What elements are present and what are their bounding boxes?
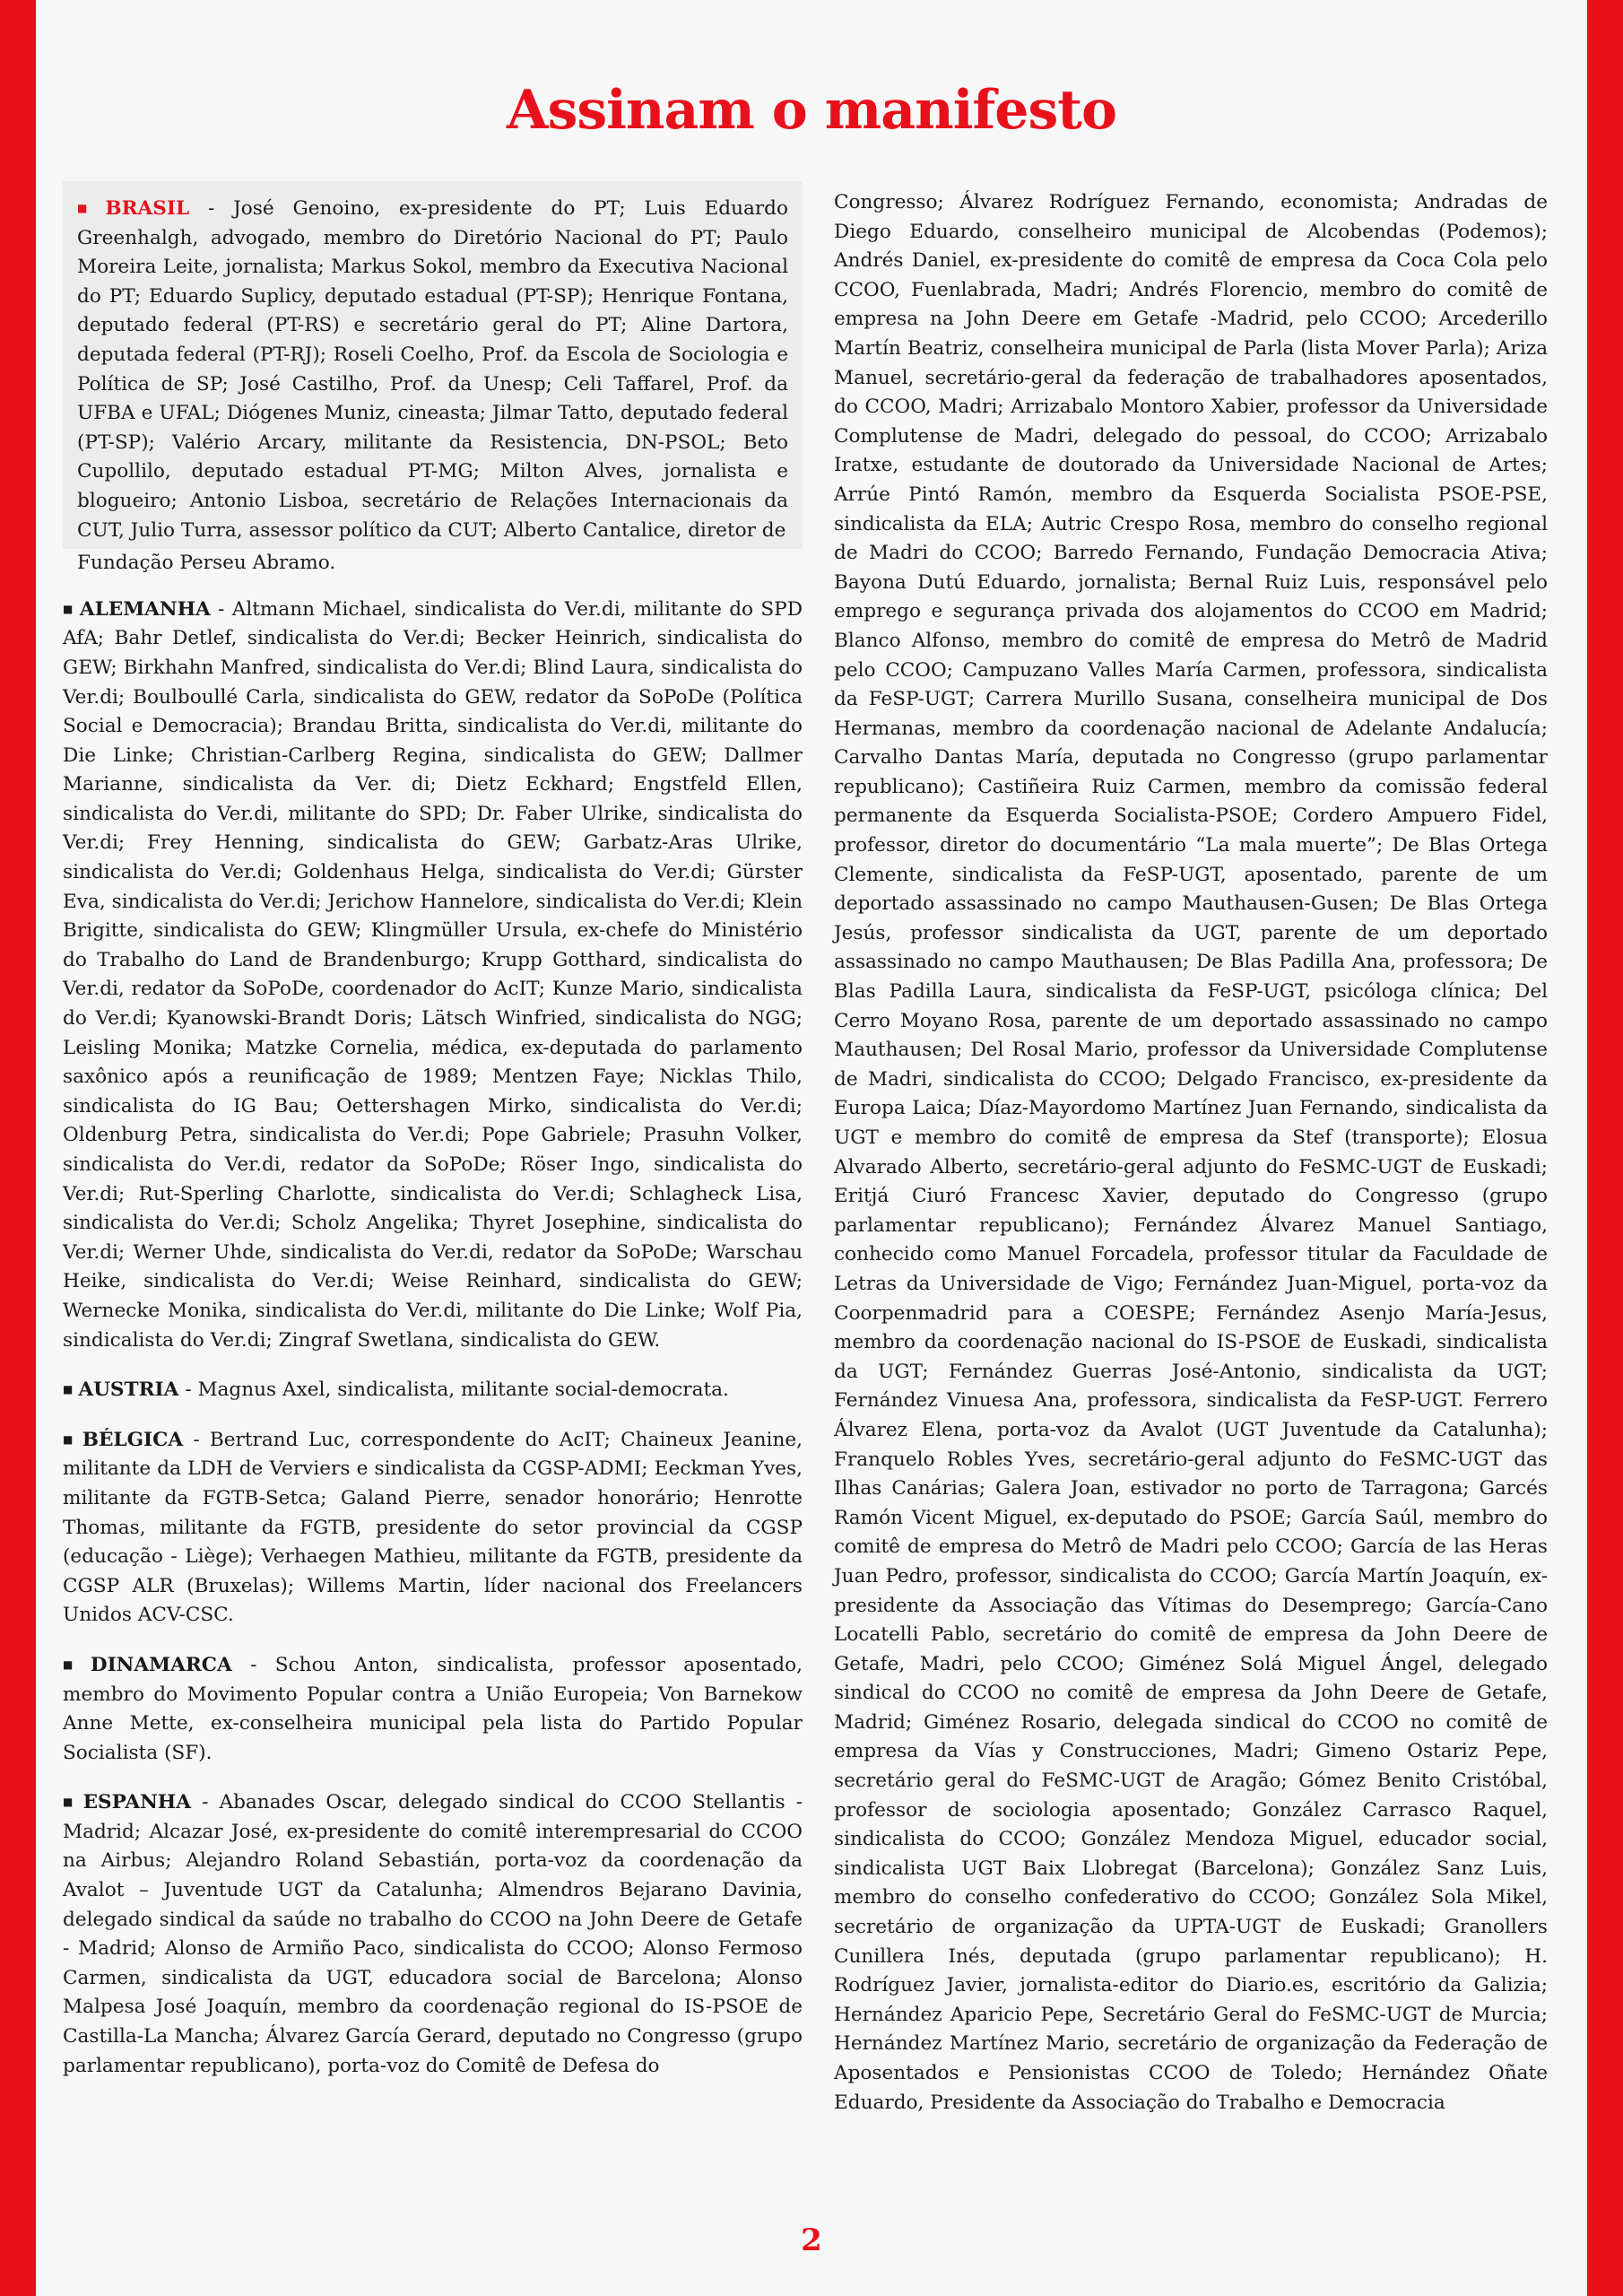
country-heading-austria: AUSTRIA bbox=[78, 1378, 179, 1402]
square-bullet-icon: ■ bbox=[63, 1796, 78, 1809]
country-heading-alemanha: ALEMANHA bbox=[79, 597, 211, 621]
page-title: Assinam o manifesto bbox=[507, 79, 1116, 142]
spain-signatories-continued: Congresso; Álvarez Rodríguez Fernando, economista; Andradas de Diego Eduardo, conselheiro municipal de Alcobendas (Podemos); Andrés Daniel, ex-presidente do comitê de empresa da Coca Cola pelo CCOO, Fuenlabrada, Madri; Andrés Florencio, membro do comitê de empresa na John Deere em Getafe -Madrid, pelo CCOO; Arcederillo Martín Beatriz, conselheira municipal de Parla (lista Mover Parla); Ariza Manuel, secretário-geral da federação de trabalhadores aposentados, do CCOO, Madri; Arrizabalo Montoro Xabier, professor da Universidade Complutense de Madri, delegado do pessoal, do CCOO; Arrizabalo Iratxe, estudante de doutorado da Universidade Nacional de Artes; Arrúe Pintó Ramón, membro da Esquerda Socialista PSOE-PSE, sindicalista da ELA; Autric Crespo Rosa, membro do conselho regional de Madri do CCOO; Barredo Fernando, Fundação Democracia Ativa; Bayona Dutú Eduardo, jornalista; Bernal Ruiz Luis, responsável pelo emprego e segurança privada dos alojamentos do CCOO em Madrid; Blanco Alfonso, membro do comitê de empresa do Metrô de Madrid pelo CCOO; Campuzano Valles María Carmen, professora, sindicalista da FeSP-UGT; Carrera Murillo Susana, conselheira municipal de Dos Hermanas, membro da coordenação nacional de Adelante Andalucía; Carvalho Dantas María, deputada no Congresso (grupo parlamentar republicano); Castiñeira Ruiz Carmen, membro da comissão federal permanente da Esquerda Socialista-PSOE; Cordero Ampuero Fidel, professor, diretor do documentário “La mala muerte”; De Blas Ortega Clemente, sindicalista da FeSP-UGT, aposentado, parente de um deportado assassinado no campo Mauthausen-Gusen; De Blas Ortega Jesús, professor sindicalista da UGT, parente de um deportado assassinado no campo Mauthausen; De Blas Padilla Ana, professora; De Blas Padilla Laura, sindicalista da FeSP-UGT, psicóloga clínica; Del Cerro Moyano Rosa, parente de um deportado assassinado no campo Mauthausen; Del Rosal Mario, professor da Universidade Complutense de Madri, sindicalista do CCOO; Delgado Francisco, ex-presidente da Europa Laica; Díaz-Mayordomo Martínez Juan Fernando, sindicalista da UGT e membro do comitê de empresa da Stef (transporte); Elosua Alvarado Alberto, secretário-geral adjunto do FeSMC-UGT de Euskadi; Eritjá Ciuró Francesc Xavier, deputado do Congresso (grupo parlamentar republicano); Fernández Álvarez Manuel Santiago, conhecido como Manuel Forcadela, professor titular da Faculdade de Letras da Universidade de Vigo; Fernández Juan-Miguel, porta-voz da Coorpenmadrid para a COESPE; Fernández Asenjo María-Jesus, membro da coordenação nacional do IS-PSOE de Euskadi, sindicalista da UGT; Fernández Guerras José-Antonio, sindicalista da UGT; Fernández Vinuesa Ana, professora, sindicalista da FeSP-UGT. Ferrero Álvarez Elena, porta-voz da Avalot (UGT Juventude da Catalunha); Franquelo Robles Yves, secretário-geral adjunto do FeSMC-UGT das Ilhas Canárias; Galera Joan, estivador no porto de Tarragona; Garcés Ramón Vicent Miguel, ex-deputado do PSOE; García Saúl, membro do comitê de empresa do Metrô de Madri pelo CCOO; García de las Heras Juan Pedro, professor, sindicalista do CCOO; García Martín Joaquín, ex-presidente da Associação das Vítimas do Desemprego; García-Cano Locatelli Pablo, secretário do comitê de empresa da John Deere de Getafe, Madri, pelo CCOO; Giménez Solá Miguel Ángel, delegado sindical do CCOO no comitê de empresa da John Deere de Getafe, Madrid; Giménez Rosario, delegada sindical do CCOO no comitê de empresa da Vías y Construcciones, Madri; Gimeno Ostariz Pepe, secretário geral do FeSMC-UGT de Aragão; Gómez Benito Cristóbal, professor de sociologia aposentado; González Carrasco Raquel, sindicalista do CCOO; González Mendoza Miguel, educador social, sindicalista UGT Baix Llobregat (Barcelona); González Sanz Luis, membro do conselho confederativo do CCOO; González Sola Mikel, secretário de organização da UPTA-UGT de Euskadi; Granollers Cunillera Inés, deputada (grupo parlamentar republicano); H. Rodríguez Javier, jornalista-editor do Diario.es, escritório da Galizia; Hernández Aparicio Pepe, Secretário Geral do FeSMC-UGT de Murcia; Hernández Martínez Mario, secretário de organização da Federação de Aposentados e Pensionistas CCOO de Toledo; Hernández Oñate Eduardo, Presidente da Associação do Trabalho e Democracia bbox=[834, 191, 1548, 2114]
left-red-border bbox=[0, 0, 36, 2296]
austria-paragraph: ■ AUSTRIA - Magnus Axel, sindicalista, militante social-democrata. bbox=[63, 1378, 729, 1402]
belgium-signatories: Bertrand Luc, correspondente do AcIT; Chaineux Jeanine, militante da LDH de Verviers e sindicalista da CGSP-ADMI; Eeckman Yves, militante da FGTB-Setca; Galand Pierre, senador honorário; Henrotte Thomas, militante da FGTB, presidente do setor provincial da CGSP (educação - Liège); Verhaegen Mathieu, militante da FGTB, presidente da CGSP ALR (Bruxelas); Willems Martin, líder nacional dos Freelancers Unidos ACV-CSC. bbox=[63, 1428, 803, 1627]
country-heading-brasil: BRASIL bbox=[105, 197, 190, 220]
country-heading-belgica: BÉLGICA bbox=[82, 1428, 184, 1451]
spain-signatories: Abanades Oscar, delegado sindical do CCOO Stellantis - Madrid; Alcazar José, ex-presidente do comitê interempresarial do CCOO na Airbus; Alejandro Roland Sebastián, porta-voz da coordenação da Avalot – Juventude UGT da Catalunha; Almendros Bejarano Davinia, delegado sindical da saúde no trabalho do CCOO na John Deere de Getafe - Madrid; Alonso de Armiño Paco, sindicalista do CCOO; Alonso Fermoso Carmen, sindicalista da UGT, educadora social de Barcelona; Alonso Malpesa José Joaquín, membro da coordenação regional do IS-PSOE de Castilla-La Mancha; Álvarez García Gerard, deputado no Congresso (grupo parlamentar republicano), porta-voz do Comitê de Defesa do bbox=[63, 1791, 803, 2077]
denmark-paragraph: ■ DINAMARCA - Schou Anton, sindicalista, professor aposentado, membro do Movimento Popular contra a União Europeia; Von Barnekow Anne Mette, ex-conselheira municipal pela lista do Partido Popular Socialista (SF). bbox=[63, 1653, 803, 1764]
square-bullet-icon: ■ bbox=[63, 1432, 77, 1446]
country-heading-espanha: ESPANHA bbox=[82, 1791, 191, 1814]
brazil-section bbox=[63, 181, 803, 549]
square-bullet-icon: ■ bbox=[63, 1383, 74, 1396]
square-bullet-icon: ■ bbox=[63, 1657, 85, 1671]
germany-paragraph: ■ ALEMANHA - Altmann Michael, sindicalista do Ver.di, militante do SPD AfA; Bahr Detlef, sindicalista do Ver.di; Becker Heinrich, sindicalista do GEW; Birkhahn Manfred, sindicalista do Ver.di; Blind Laura, sindicalista do Ver.di; Boulboullé Carla, sindicalista do GEW, redator da SoPoDe (Política Social e Democracia); Brandau Britta, sindicalista do Ver.di, militante do Die Linke; Christian-Carlberg Regina, sindicalista do GEW; Dallmer Marianne, sindicalista da Ver. di; Dietz Eckhard; Engstfeld Ellen, sindicalista do Ver.di, militante do SPD; Dr. Faber Ulrike, sindicalista do Ver.di; Frey Henning, sindicalista do GEW; Garbatz-Aras Ulrike, sindicalista do Ver.di; Goldenhaus Helga, sindicalista do Ver.di; Gürster Eva, sindicalista do Ver.di; Jerichow Hannelore, sindicalista do Ver.di; Klein Brigitte, sindicalista do GEW; Klingmüller Ursula, ex-chefe do Ministério do Trabalho do Land de Brandenburgo; Krupp Gotthard, sindicalista do Ver.di, redator da SoPoDe, coordenador do AcIT; Kunze Mario, sindicalista do Ver.di; Kyanowski-Brandt Doris; Lätsch Winfried, sindicalista do NGG; Leisling Monika; Matzke Cornelia, médica, ex-deputada do parlamento saxônico após a reunificação de 1989; Mentzen Faye; Nicklas Thilo, sindicalista do IG Bau; Oettershagen Mirko, sindicalista do Ver.di; Oldenburg Petra, sindicalista do Ver.di; Pope Gabriele; Prasuhn Volker, sindicalista do Ver.di, redator da SoPoDe; Röser Ingo, sindicalista do Ver.di; Rut-Sperling Charlotte, sindicalista do Ver.di; Schlagheck Lisa, sindicalista do Ver.di; Scholz Angelika; Thyret Josephine, sindicalista do Ver.di; Werner Uhde, sindicalista do Ver.di, redator da SoPoDe; Warschau Heike, sindicalista do Ver.di; Weise Reinhard, sindicalista do GEW; Wernecke Monika, sindicalista do Ver.di, militante do Die Linke; Wolf Pia, sindicalista do Ver.di; Zingraf Swetlana, sindicalista do GEW. bbox=[63, 597, 803, 1352]
country-heading-dinamarca: DINAMARCA bbox=[90, 1653, 232, 1676]
germany-signatories: Altmann Michael, sindicalista do Ver.di, militante do SPD AfA; Bahr Detlef, sindicalista do Ver.di; Becker Heinrich, sindicalista do GEW; Birkhahn Manfred, sindicalista do Ver.di; Blind Laura, sindicalista do Ver.di; Boulboullé Carla, sindicalista do GEW, redator da SoPoDe (Política Social e Democracia); Brandau Britta, sindicalista do Ver.di, militante do Die Linke; Christian-Carlberg Regina, sindicalista do GEW; Dallmer Marianne, sindicalista da Ver. di; Dietz Eckhard; Engstfeld Ellen, sindicalista do Ver.di, militante do SPD; Dr. Faber Ulrike, sindicalista do Ver.di; Frey Henning, sindicalista do GEW; Garbatz-Aras Ulrike, sindicalista do Ver.di; Goldenhaus Helga, sindicalista do Ver.di; Gürster Eva, sindicalista do Ver.di; Jerichow Hannelore, sindicalista do Ver.di; Klein Brigitte, sindicalista do GEW; Klingmüller Ursula, ex-chefe do Ministério do Trabalho do Land de Brandenburgo; Krupp Gotthard, sindicalista do Ver.di, redator da SoPoDe, coordenador do AcIT; Kunze Mario, sindicalista do Ver.di; Kyanowski-Brandt Doris; Lätsch Winfried, sindicalista do NGG; Leisling Monika; Matzke Cornelia, médica, ex-deputada do parlamento saxônico após a reunificação de 1989; Mentzen Faye; Nicklas Thilo, sindicalista do IG Bau; Oettershagen Mirko, sindicalista do Ver.di; Oldenburg Petra, sindicalista do Ver.di; Pope Gabriele; Prasuhn Volker, sindicalista do Ver.di, redator da SoPoDe; Röser Ingo, sindicalista do Ver.di; Rut-Sperling Charlotte, sindicalista do Ver.di; Schlagheck Lisa, sindicalista do Ver.di; Scholz Angelika; Thyret Josephine, sindicalista do Ver.di; Werner Uhde, sindicalista do Ver.di, redator da SoPoDe; Warschau Heike, sindicalista do Ver.di; Weise Reinhard, sindicalista do GEW; Wernecke Monika, sindicalista do Ver.di, militante do Die Linke; Wolf Pia, sindicalista do Ver.di; Zingraf Swetlana, sindicalista do GEW. bbox=[63, 597, 803, 1352]
square-bullet-icon: ■ bbox=[63, 602, 74, 615]
right-red-border bbox=[1587, 0, 1623, 2296]
brazil-paragraph: ■ BRASIL - José Genoino, ex-presidente do PT; Luis Eduardo Greenhalgh, advogado, membro do Diretório Nacional do PT; Paulo Moreira Leite, jornalista; Markus Sokol, membro da Executiva Nacional do PT; Eduardo Suplicy, deputado estadual (PT-SP); Henrique Fontana, deputado federal (PT-RS) e secretário geral do PT; Aline Dartora, deputada federal (PT-RJ); Roseli Coelho, Prof. da Escola de Sociologia e Política de SP; José Castilho, Prof. da Unesp; Celi Taffarel, Prof. da UFBA e UFAL; Diógenes Muniz, cineasta; Jilmar Tatto, deputado federal (PT-SP); Valério Arcary, militante da Resistencia, DN-PSOL; Beto Cupollilo, deputado estadual PT-MG; Milton Alves, jornalista e blogueiro; Antonio Lisboa, secretário de Relações Internacionais da CUT, Julio Turra, assessor político da CUT; Alberto Cantalice, diretor de bbox=[77, 197, 789, 542]
denmark-signatories: Schou Anton, sindicalista, professor aposentado, membro do Movimento Popular contra a União Europeia; Von Barnekow Anne Mette, ex-conselheira municipal pela lista do Partido Popular Socialista (SF). bbox=[63, 1653, 803, 1764]
square-bullet-icon: ■ bbox=[77, 202, 100, 214]
austria-signatories: Magnus Axel, sindicalista, militante social-democrata. bbox=[197, 1378, 729, 1402]
left-column bbox=[63, 181, 803, 2100]
right-column bbox=[834, 188, 1548, 2118]
brazil-signatories-end: Fundação Perseu Abramo. bbox=[77, 552, 336, 575]
brazil-signatories: José Genoino, ex-presidente do PT; Luis Eduardo Greenhalgh, advogado, membro do Diretório Nacional do PT; Paulo Moreira Leite, jornalista; Markus Sokol, membro da Executiva Nacional do PT; Eduardo Suplicy, deputado estadual (PT-SP); Henrique Fontana, deputado federal (PT-RS) e secretário geral do PT; Aline Dartora, deputada federal (PT-RJ); Roseli Coelho, Prof. da Escola de Sociologia e Política de SP; José Castilho, Prof. da Unesp; Celi Taffarel, Prof. da UFBA e UFAL; Diógenes Muniz, cineasta; Jilmar Tatto, deputado federal (PT-SP); Valério Arcary, militante da Resistencia, DN-PSOL; Beto Cupollilo, deputado estadual PT-MG; Milton Alves, jornalista e blogueiro; Antonio Lisboa, secretário de Relações Internacionais da CUT, Julio Turra, assessor político da CUT; Alberto Cantalice, diretor de bbox=[77, 197, 789, 542]
belgium-paragraph: ■ BÉLGICA - Bertrand Luc, correspondente do AcIT; Chaineux Jeanine, militante da LDH de Verviers e sindicalista da CGSP-ADMI; Eeckman Yves, militante da FGTB-Setca; Galand Pierre, senador honorário; Henrotte Thomas, militante da FGTB, presidente do setor provincial da CGSP (educação - Liège); Verhaegen Mathieu, militante da FGTB, presidente da CGSP ALR (Bruxelas); Willems Martin, líder nacional dos Freelancers Unidos ACV-CSC. bbox=[63, 1428, 803, 1627]
spain-paragraph: ■ ESPANHA - Abanades Oscar, delegado sindical do CCOO Stellantis - Madrid; Alcazar José, ex-presidente do comitê interempresarial do CCOO na Airbus; Alejandro Roland Sebastián, porta-voz da coordenação da Avalot – Juventude UGT da Catalunha; Almendros Bejarano Davinia, delegado sindical da saúde no trabalho do CCOO na John Deere de Getafe - Madrid; Alonso de Armiño Paco, sindicalista do CCOO; Alonso Fermoso Carmen, sindicalista da UGT, educadora social de Barcelona; Alonso Malpesa José Joaquín, membro da coordenação regional do IS-PSOE de Castilla-La Mancha; Álvarez García Gerard, deputado no Congresso (grupo parlamentar republicano), porta-voz do Comitê de Defesa do bbox=[63, 1791, 803, 2077]
page-number: 2 bbox=[801, 2222, 822, 2258]
